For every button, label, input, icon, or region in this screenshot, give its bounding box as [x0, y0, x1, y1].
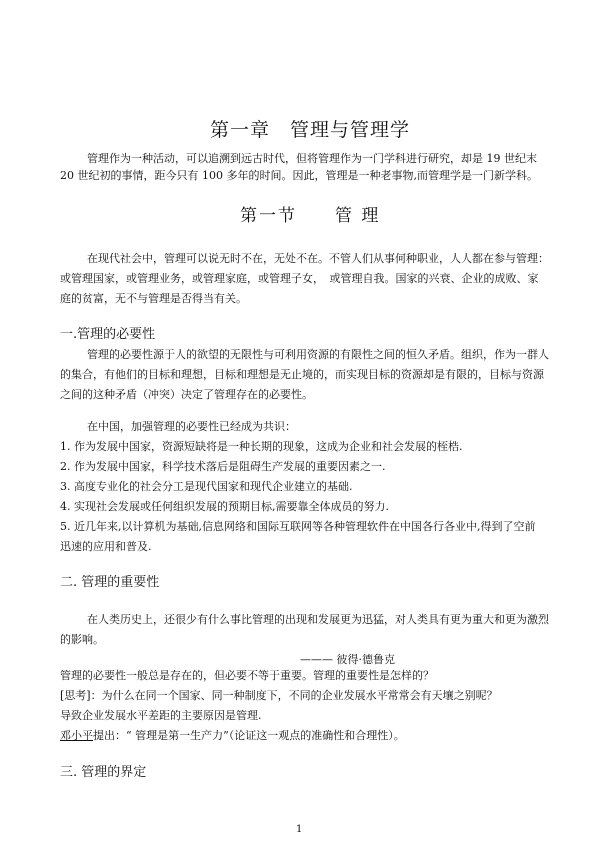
- deng-quote-line: [60, 728, 405, 743]
- importance-line-1: 管理的必要性一般总是存在的，但必要不等于重要。管理的重要性是怎样的？: [60, 669, 434, 682]
- section-intro-line-2: 或管理国家，或管理业务，或管理家庭，或管理子女， 或管理自我。国家的兴衰、企业的成败、家: [60, 272, 539, 285]
- chapter-title: 第一章 管理与管理学: [210, 119, 411, 141]
- think-question: [思考]：为什么在同一个国家、同一种制度下，不同的企业发展水平常常会有天壤之别呢？: [60, 689, 498, 702]
- necessity-item-1: 1. 作为发展中国家，资源短缺将是一种长期的现象，这成为企业和社会发展的桎梏.: [60, 440, 463, 453]
- chapter-intro-line-1: 管理作为一种活动，可以追溯到远古时代，但将管理作为一门学科进行研究，却是 19 世纪末: [87, 152, 537, 165]
- section-title: 第一节 管 理: [240, 206, 381, 226]
- necessity-item-3: 3. 高度专业化的社会分工是现代国家和现代企业建立的基础.: [60, 480, 353, 493]
- necessity-item-5: 5. 近几年来,以计算机为基础,信息网络和国际互联网等各种管理软件在中国各行各业中,得到了空前: [60, 520, 536, 533]
- quote-line-2: 的影响。: [60, 633, 104, 646]
- necessity-item-4: 4. 实现社会发展或任何组织发展的预期目标,需要靠全体成员的努力.: [60, 500, 389, 513]
- definition-heading: 三. 管理的界定: [60, 765, 147, 780]
- deng-name: 邓小平: [60, 729, 93, 742]
- importance-line-2: 导致企业发展水平差距的主要原因是管理.: [60, 709, 262, 722]
- necessity-heading: 一.管理的必要性: [60, 327, 156, 342]
- necessity-item-2: 2. 作为发展中国家，科学技术落后是阻碍生产发展的重要因素之一.: [60, 460, 386, 473]
- importance-heading: 二. 管理的重要性: [60, 575, 160, 590]
- necessity-para-line-2: 的集合，有他们的目标和理想，目标和理想是无止境的，而实现目标的资源却是有限的，目标与资源: [60, 368, 544, 381]
- quote-attribution: ——— 彼得·德鲁克: [300, 653, 395, 666]
- section-intro-line-3: 庭的贫富，无不与管理是否得当有关。: [60, 292, 247, 305]
- page-number: 1: [296, 824, 303, 835]
- chapter-intro-line-2: 20 世纪初的事情，距今只有 100 多年的时间。因此，管理是一种老事物,而管理学是一门新学科。: [60, 169, 538, 182]
- deng-statement: 提出：“ 管理是第一生产力”（论证这一观点的准确性和合理性）。: [93, 729, 405, 742]
- necessity-item-5-cont: 迅速的应用和普及.: [60, 540, 152, 553]
- quote-line-1: 在人类历史上，还很少有什么事比管理的出现和发展更为迅猛，对人类具有更为重大和更为激烈: [87, 613, 549, 626]
- section-intro-line-1: 在现代社会中，管理可以说无时不在，无处不在。不管人们从事何种职业，人人都在参与管理：: [87, 252, 549, 265]
- necessity-lead: 在中国，加强管理的必要性已经成为共识：: [87, 420, 296, 433]
- necessity-para-line-3: 之间的这种矛盾（冲突）决定了管理存在的必要性。: [60, 388, 313, 401]
- necessity-para-line-1: 管理的必要性源于人的欲望的无限性与可利用资源的有限性之间的恒久矛盾。组织，作为一群人: [87, 348, 549, 361]
